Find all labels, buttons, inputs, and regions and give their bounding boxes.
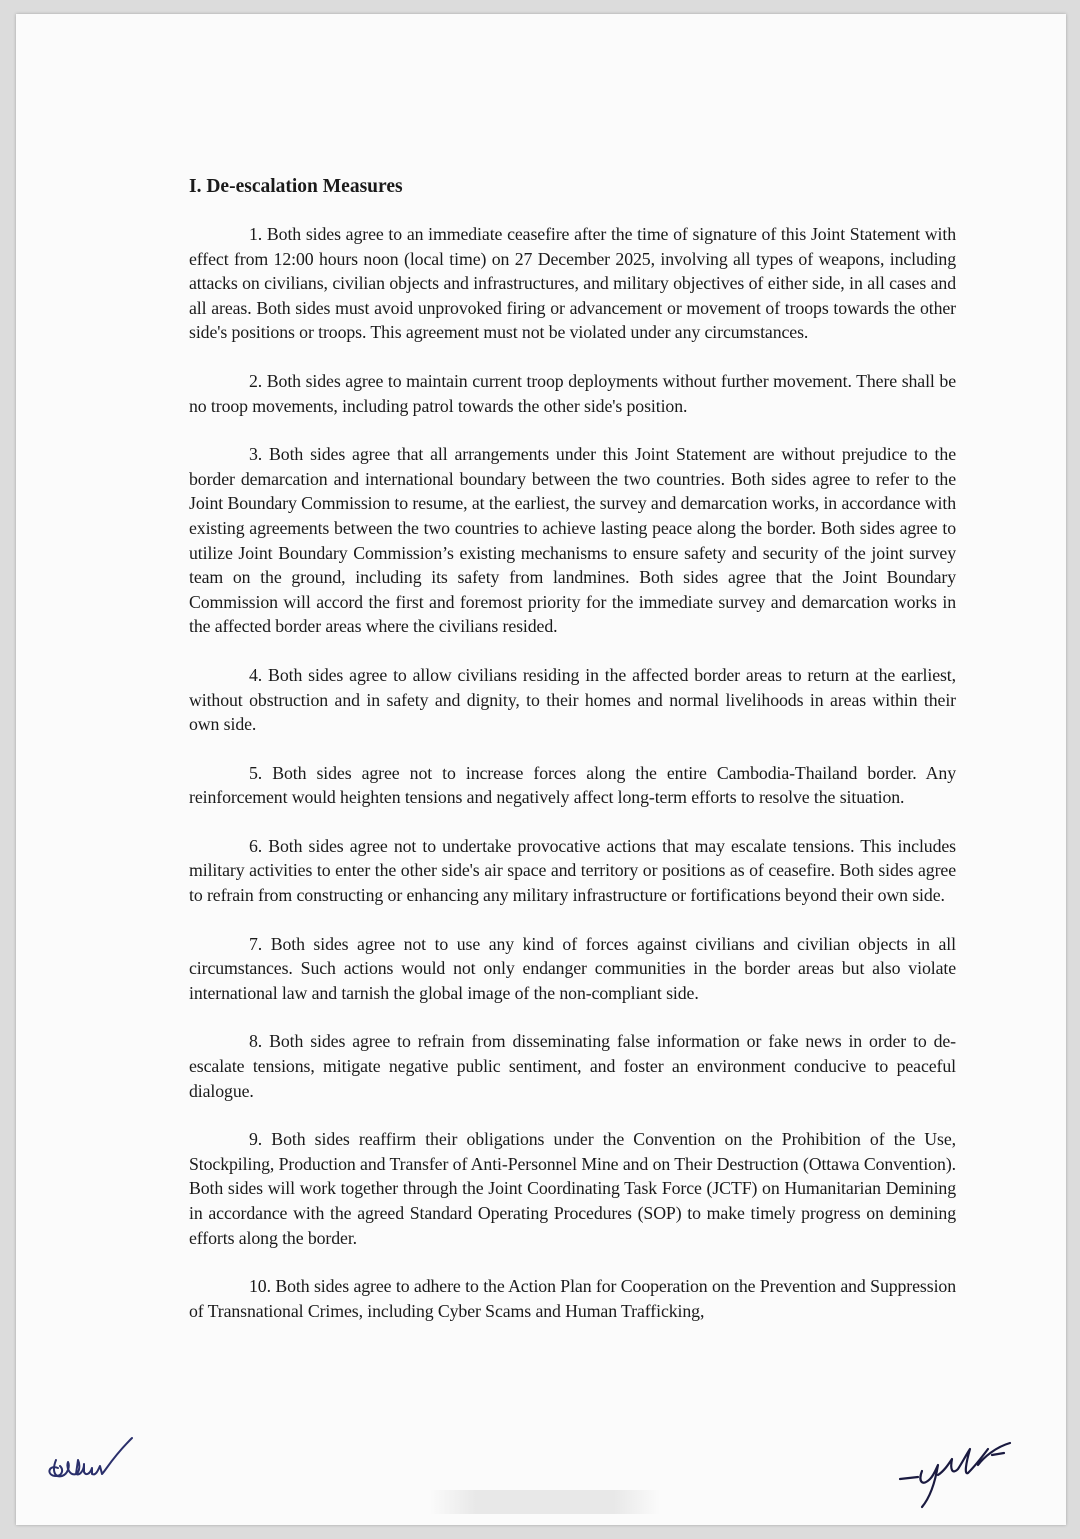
section-heading: I. De-escalation Measures: [189, 176, 403, 197]
paragraph-7: 7. Both sides agree not to use any kind of forces against civilians and civilian objects in all circumstances. Such actions would not only endanger communities in the border areas but also violate international law and tarnish the global image of the non-compliant side.: [189, 933, 956, 1003]
paragraph-9: 9. Both sides reaffirm their obligations under the Convention on the Prohibition of the Use, Stockpiling, Production and Transfer of Anti-Personnel Mine and on Their Destruction (Ottawa Convention). Both sides will work together through the Joint Coordinating Task Force (JCTF) on Humanitarian Demining in accordance with the agreed Standard Operating Procedures (SOP) to make timely progress on demining efforts along the border.: [189, 1129, 956, 1248]
document-body: [189, 174, 956, 1323]
paragraph-3: 3. Both sides agree that all arrangements under this Joint Statement are without prejudice to the border demarcation and international boundary between the two countries. Both sides agree to refer to the Joint Boundary Commission to resume, at the earliest, the survey and demarcation works, in accordance with existing agreements between the two countries to achieve lasting peace along the border. Both sides agree to utilize Joint Boundary Commission’s existing mechanisms to ensure safety and security of the joint survey team on the ground, including its safety from landmines. Both sides agree that the Joint Boundary Commission will accord the first and foremost priority for the immediate survey and demarcation works in the affected border areas where the civilians resided.: [189, 444, 956, 637]
left-signature: [40, 1430, 135, 1490]
paragraph-6: 6. Both sides agree not to undertake provocative actions that may escalate tensions. This includes military activities to enter the other side's air space and territory or positions as of ceasefire. Both sides agree to refrain from constructing or enhancing any military infrastructure or fortifications beyond their own side.: [189, 835, 956, 906]
paragraph-10: 10. Both sides agree to adhere to the Action Plan for Cooperation on the Prevention and Suppression of Transnational Crimes, including Cyber Scams and Human Trafficking,: [189, 1276, 956, 1321]
paragraph-8: 8. Both sides agree to refrain from disseminating false information or fake news in order to de-escalate tensions, mitigate negative public sentiment, and foster an environment conducive to peaceful dialogue.: [189, 1031, 956, 1101]
paragraph-4: 4. Both sides agree to allow civilians residing in the affected border areas to return at the earliest, without obstruction and in safety and dignity, to their homes and normal livelihoods in areas within their own side.: [189, 664, 956, 735]
right-signature: [892, 1435, 1027, 1515]
paragraph-5: 5. Both sides agree not to increase forces along the entire Cambodia-Thailand border. Any reinforcement would heighten tensions and negatively affect long-term efforts to resolve the situation.: [189, 762, 956, 808]
document-page: [16, 14, 1066, 1525]
paragraph-2: 2. Both sides agree to maintain current troop deployments without further movement. There shall be no troop movements, including patrol towards the other side's position.: [189, 370, 956, 416]
paragraph-1: 1. Both sides agree to an immediate ceasefire after the time of signature of this Joint Statement with effect from 12:00 hours noon (local time) on 27 December 2025, involving all types of weapons, including attacks on civilians, civilian objects and infrastructures, and military objectives of either side, in all cases and all areas. Both sides must avoid unprovoked firing or advancement or movement of troops towards the other side's positions or troops. This agreement must not be violated under any circumstances.: [189, 224, 956, 343]
bottom-smudge: [430, 1490, 660, 1514]
